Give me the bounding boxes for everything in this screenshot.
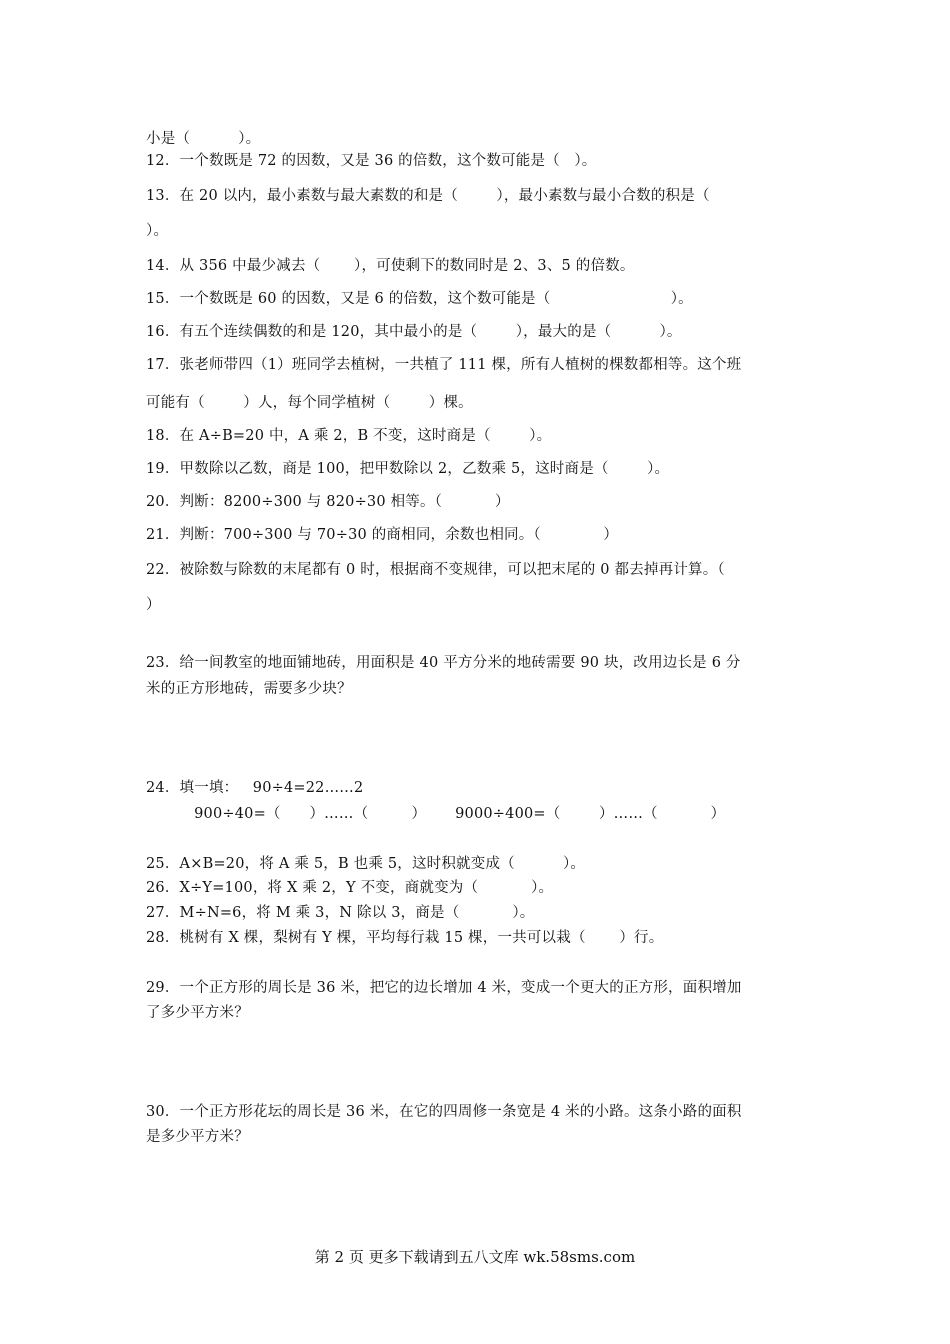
page-footer: 第 2 页 更多下载请到五八文库 wk.58sms.com xyxy=(314,1248,636,1266)
question-16: 16．有五个连续偶数的和是 120，其中最小的是（ ），最大的是（ ）。 xyxy=(146,324,682,340)
question-13-line-2: ）。 xyxy=(146,223,169,239)
question-17-line-1: 17．张老师带四（1）班同学去植树，一共植了 111 棵，所有人植树的棵数都相等。这个班 xyxy=(146,357,742,373)
question-24-line-2: 900÷40=（ ）……（ ） 9000÷400=（ ）……（ ） xyxy=(146,806,726,822)
question-22-line-2: ） xyxy=(146,597,161,613)
question-20: 20．判断：8200÷300 与 820÷30 相等。（ ） xyxy=(146,494,510,510)
question-27: 27．M÷N=6，将 M 乘 3，N 除以 3，商是（ ）。 xyxy=(146,905,535,921)
question-25: 25．A×B=20，将 A 乘 5，B 也乘 5，这时积就变成（ ）。 xyxy=(146,856,586,872)
question-29-line-2: 了多少平方米？ xyxy=(146,1005,249,1021)
question-19: 19．甲数除以乙数，商是 100，把甲数除以 2，乙数乘 5，这时商是（ ）。 xyxy=(146,461,670,477)
question-18: 18．在 A÷B=20 中，A 乘 2，B 不变，这时商是（ ）。 xyxy=(146,428,552,444)
question-21: 21．判断：700÷300 与 70÷30 的商相同，余数也相同。（ ） xyxy=(146,527,619,543)
question-23-line-2: 米的正方形地砖，需要多少块？ xyxy=(146,681,352,697)
question-12: 12．一个数既是 72 的因数，又是 36 的倍数，这个数可能是（ ）。 xyxy=(146,153,597,169)
question-23-line-1: 23．给一间教室的地面铺地砖，用面积是 40 平方分米的地砖需要 90 块，改用边长是 6 分 xyxy=(146,655,741,671)
question-17-line-2: 可能有（ ）人，每个同学植树（ ）棵。 xyxy=(146,395,473,411)
question-24-line-1: 24．填一填： 90÷4=22……2 xyxy=(146,780,364,796)
question-22-line-1: 22．被除数与除数的末尾都有 0 时，根据商不变规律，可以把末尾的 0 都去掉再计算。（ xyxy=(146,562,725,578)
question-11-continuation: 小是（ ）。 xyxy=(146,131,261,147)
question-13-line-1: 13．在 20 以内，最小素数与最大素数的和是（ ），最小素数与最小合数的积是（ xyxy=(146,188,710,204)
question-14: 14．从 356 中最少减去（ ），可使剩下的数同时是 2、3、5 的倍数。 xyxy=(146,258,635,274)
question-30-line-1: 30．一个正方形花坛的周长是 36 米，在它的四周修一条宽是 4 米的小路。这条小路的面积 xyxy=(146,1104,742,1120)
question-30-line-2: 是多少平方米？ xyxy=(146,1129,249,1145)
question-29-line-1: 29．一个正方形的周长是 36 米，把它的边长增加 4 米，变成一个更大的正方形，面积增加 xyxy=(146,980,742,996)
question-15: 15．一个数既是 60 的因数，又是 6 的倍数，这个数可能是（ ）。 xyxy=(146,291,693,307)
question-28: 28．桃树有 X 棵，梨树有 Y 棵，平均每行栽 15 棵，一共可以栽（ ）行。 xyxy=(146,930,664,946)
question-26: 26．X÷Y=100，将 X 乘 2，Y 不变，商就变为（ ）。 xyxy=(146,880,554,896)
